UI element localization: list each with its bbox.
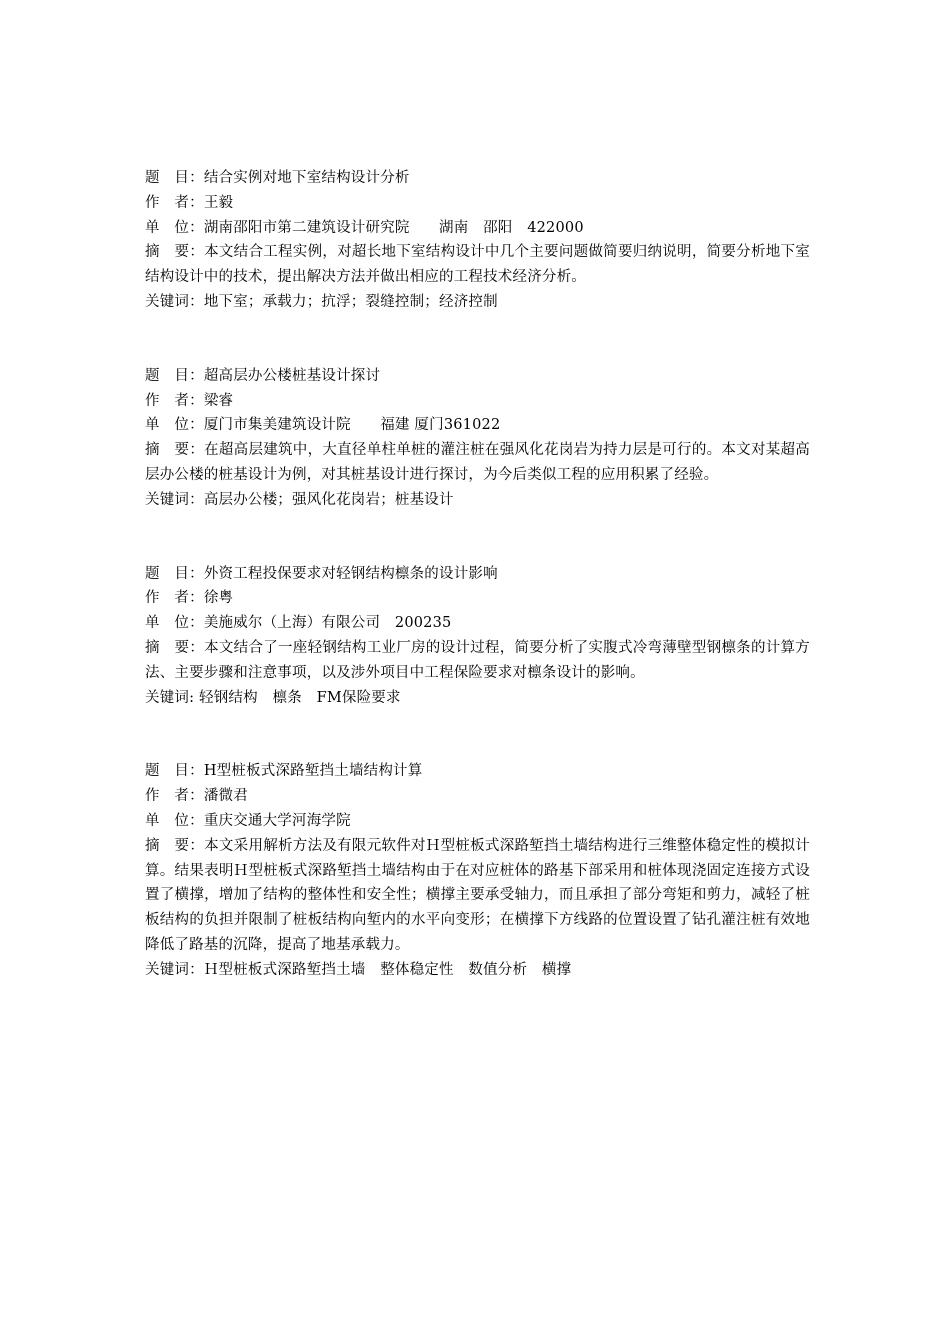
- paper-abstract: 在超高层建筑中，大直径单柱单桩的灌注桩在强风化花岗岩为持力层是可行的。本文对某超高层办公楼的桩基设计为例，对其桩基设计进行探讨，为今后类似工程的应用积累了经验。: [145, 442, 810, 483]
- paper-keywords: Ｈ型桩板式深路堑挡土墙 整体稳定性 数值分析 横撑: [203, 961, 572, 978]
- author-label: 作 者：: [145, 590, 204, 607]
- abstract-label: 摘 要：: [145, 639, 205, 656]
- paper-abstract: 本文采用解析方法及有限元软件对Ｈ型桩板式深路堑挡土墙结构进行三维整体稳定性的模拟计算。结果表明Ｈ型桩板式深路堑挡土墙结构由于在对应桩体的路基下部采用和桩体现浇固定连接方式设置了横撑，增加了结构的整体性和安全性；横撑主要承受轴力，而且承担了部分弯矩和剪力，减轻了桩板结构的负担并限制了桩板结构向堑内的水平向变形；在横撑下方线路的位置设置了钻孔灌注桩有效地降低了路基的沉降，提高了地基承载力。: [145, 837, 810, 953]
- author-line: [145, 784, 810, 809]
- paper-title: 外资工程投保要求对轻钢结构檩条的设计影响: [203, 565, 498, 582]
- keywords-line: [145, 686, 810, 711]
- paper-abstract: 本文结合工程实例，对超长地下室结构设计中几个主要问题做简要归纳说明，简要分析地下室结构设计中的技术，提出解决方法并做出相应的工程技术经济分析。: [145, 244, 810, 286]
- author-line: [145, 586, 810, 611]
- paper-entry-2: [145, 364, 810, 513]
- paper-keywords: 轻钢结构 檩条 FM保险要求: [199, 689, 401, 706]
- keywords-label: 关键词：: [145, 961, 204, 978]
- paper-entry-4: [145, 759, 810, 982]
- paper-unit: 美施威尔（上海）有限公司 200235: [203, 615, 452, 632]
- keywords-label: 关键词：: [145, 293, 204, 310]
- unit-label: 单 位：: [145, 615, 204, 632]
- title-line: [145, 364, 810, 389]
- paper-unit: 重庆交通大学河海学院: [203, 812, 351, 829]
- unit-label: 单 位：: [145, 812, 204, 829]
- keywords-line: [145, 958, 810, 983]
- author-label: 作 者：: [145, 392, 204, 409]
- unit-label: 单 位：: [145, 417, 204, 434]
- paper-unit: 湖南邵阳市第二建筑设计研究院 湖南 邵阳 422000: [203, 219, 584, 236]
- paper-author: 梁睿: [203, 392, 234, 409]
- unit-line: [145, 413, 810, 438]
- unit-line: [145, 611, 810, 636]
- paper-title: 结合实例对地下室结构设计分析: [203, 170, 410, 186]
- keywords-line: [145, 488, 810, 513]
- author-label: 作 者：: [145, 194, 204, 211]
- abstract-label: 摘 要：: [145, 244, 205, 261]
- abstract-line: [145, 240, 810, 290]
- keywords-label: 关键词:: [145, 689, 199, 706]
- abstract-line: [145, 636, 810, 686]
- paper-entry-3: [145, 562, 810, 711]
- abstract-label: 摘 要：: [145, 442, 205, 459]
- unit-line: [145, 809, 810, 834]
- title-line: [145, 166, 810, 191]
- author-line: [145, 191, 810, 216]
- paper-title: 超高层办公楼桩基设计探讨: [203, 367, 381, 384]
- author-label: 作 者：: [145, 788, 204, 805]
- unit-line: [145, 216, 810, 241]
- paper-keywords: 高层办公楼；强风化花岗岩；桩基设计: [203, 491, 454, 508]
- paper-author: 潘微君: [203, 788, 248, 805]
- title-label: 题 目：: [145, 763, 204, 780]
- paper-entry-1: [145, 166, 810, 315]
- title-line: [145, 562, 810, 587]
- paper-abstract: 本文结合了一座轻钢结构工业厂房的设计过程，简要分析了实腹式冷弯薄壁型钢檩条的计算方法、主要步骤和注意事项，以及涉外项目中工程保险要求对檩条设计的影响。: [145, 639, 810, 681]
- abstract-label: 摘 要：: [145, 837, 205, 854]
- title-label: 题 目：: [145, 170, 204, 186]
- author-line: [145, 389, 810, 414]
- keywords-label: 关键词：: [145, 491, 204, 508]
- title-line: [145, 759, 810, 784]
- title-label: 题 目：: [145, 565, 204, 582]
- paper-author: 徐粤: [203, 590, 234, 607]
- paper-author: 王毅: [203, 194, 234, 211]
- abstract-line: [145, 834, 810, 958]
- keywords-line: [145, 290, 810, 315]
- document-body: [145, 166, 810, 983]
- paper-keywords: 地下室；承载力；抗浮；裂缝控制；经济控制: [203, 293, 498, 310]
- abstract-line: [145, 438, 810, 488]
- paper-title: H型桩板式深路堑挡土墙结构计算: [203, 763, 423, 780]
- paper-unit: 厦门市集美建筑设计院 福建 厦门361022: [203, 417, 501, 434]
- title-label: 题 目：: [145, 367, 204, 384]
- unit-label: 单 位：: [145, 219, 204, 236]
